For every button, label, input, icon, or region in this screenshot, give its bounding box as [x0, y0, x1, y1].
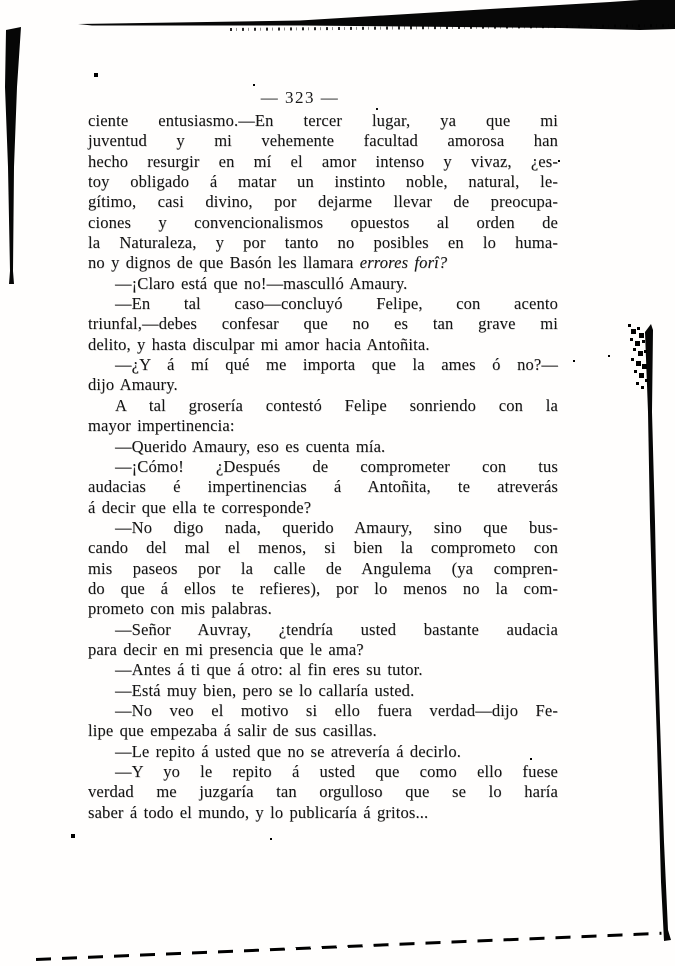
text-line: saber á todo el mundo, y lo publicaría á gritos...	[88, 802, 429, 822]
text-line: prometo con mis palabras.	[88, 599, 272, 619]
text-line: triunfal,—debes confesar que no es tan grave mi	[88, 314, 558, 334]
text-line: —¡Claro está que no!—masculló Amaury.	[115, 273, 408, 293]
text-line: do que á ellos te refieres), por lo menos no la com-	[88, 578, 558, 598]
text-line: —Antes á ti que á otro: al fin eres su tutor.	[115, 660, 423, 680]
text-line: delito, y hasta disculpar mi amor hacia Antoñita.	[88, 334, 430, 354]
scan-artifact-top-speckle	[230, 24, 675, 31]
scan-artifact-bottom-dashed-line	[36, 932, 662, 961]
text-line: —No digo nada, querido Amaury, sino que bus-	[115, 517, 558, 537]
text-line: lipe que empezaba á salir de sus casillas.	[88, 721, 377, 741]
text-line: —Le repito á usted que no se atrevería á decirlo.	[115, 741, 462, 761]
text-line: —¡Cómo! ¿Después de comprometer con tus	[115, 456, 558, 476]
text-line: gítimo, casi divino, por dejarme llevar de preocupa-	[88, 192, 558, 212]
text-line: ciones y convencionalismos opuestos al orden de	[88, 212, 558, 232]
text-line: mayor impertinencia:	[88, 416, 235, 436]
text-line: verdad me juzgaría tan orgulloso que se lo haría	[88, 782, 558, 802]
text-line: ciente entusiasmo.—En tercer lugar, ya que mi	[88, 111, 558, 130]
page-number: — 323 —	[260, 88, 340, 107]
scan-artifact-right-ink-line	[640, 322, 675, 944]
text-line: A tal grosería contestó Felipe sonriendo con la	[115, 395, 558, 415]
text-line: mis paseos por la calle de Angulema (ya compren-	[88, 558, 558, 578]
text-line: —En tal caso—concluyó Felipe, con acento	[115, 294, 558, 314]
scan-artifact-ink-specks	[0, 0, 2, 2]
text-line: á decir que ella te corresponde?	[88, 497, 312, 517]
scan-artifact-left-bar	[0, 27, 24, 285]
text-line: —No veo el motivo si ello fuera verdad—dijo Fe-	[115, 700, 558, 720]
text-line: —Y yo le repito á usted que como ello fuese	[115, 762, 558, 781]
text-line: cando del mal el menos, si bien la comprometo con	[88, 538, 558, 558]
text-line: hecho resurgir en mí el amor intenso y vivaz, ¿es-	[88, 151, 558, 171]
text-line: toy obligado á matar un instinto noble, natural, le-	[88, 172, 558, 192]
text-line: —Señor Auvray, ¿tendría usted bastante audacia	[115, 619, 558, 639]
text-line: —¿Y á mí qué me importa que la ames ó no?—	[115, 355, 558, 375]
text-line: audacias é impertinencias á Antoñita, te atreverás	[88, 477, 558, 497]
text-line: no y dignos de que Basón les llamara errores forî?	[88, 253, 448, 273]
text-line: —Querido Amaury, eso es cuenta mía.	[115, 436, 386, 456]
italic-phrase: errores forî?	[359, 253, 448, 273]
text-block	[88, 111, 558, 823]
text-line: juventud y mi vehemente facultad amorosa han	[88, 131, 558, 151]
text-line: la Naturaleza, y por tanto no posibles en lo huma-	[88, 233, 558, 253]
text-line: —Está muy bien, pero se lo callaría usted.	[115, 680, 415, 700]
scan-artifact-right-fuzz	[628, 324, 631, 327]
text-line: para decir en mi presencia que le ama?	[88, 639, 364, 659]
text-line: dijo Amaury.	[88, 375, 178, 395]
scan-artifact-top-wedge	[0, 0, 675, 32]
